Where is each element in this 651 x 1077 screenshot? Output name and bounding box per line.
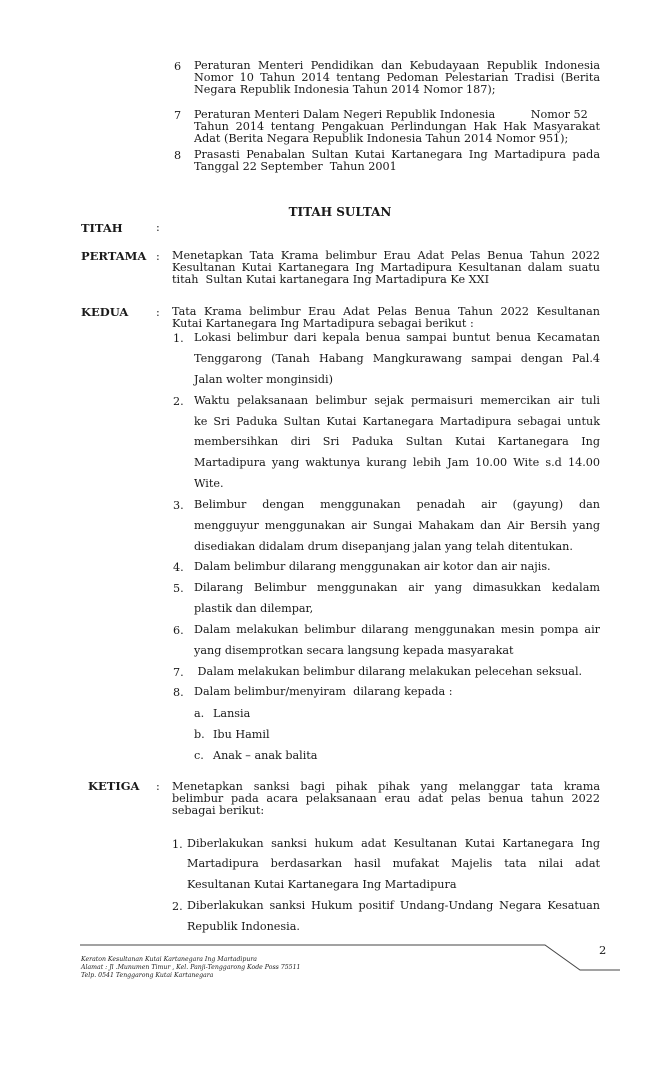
kedua-label: KEDUA: [81, 305, 129, 319]
consideration-number: 6: [174, 60, 182, 73]
ketiga-intro-line: Menetapkan sanksi bagi pihak pihak yang melanggar tata krama: [172, 780, 600, 793]
page-title: TITAH SULTAN: [288, 205, 392, 219]
list-item-line: Belimbur dengan menggunakan penadah air (gayung) dan: [194, 498, 600, 511]
list-item-line: Dalam melakukan belimbur dilarang melakukan pelecehan seksual.: [194, 665, 583, 678]
list-item-line: Republik Indonesia.: [187, 920, 300, 933]
list-item-line: Tenggarong (Tanah Habang Mangkurawang sampai dengan Pal.4: [194, 352, 600, 365]
consideration-line: Nomor 10 Tahun 2014 tentang Pedoman Pelestarian Tradisi (Berita: [194, 71, 600, 84]
sub-item-text: Lansia: [213, 707, 251, 720]
kedua-intro-line: Tata Krama belimbur Erau Adat Pelas Benua Tahun 2022 Kesultanan: [172, 305, 600, 318]
ketiga-label: KETIGA: [88, 779, 140, 793]
list-item-number: 2.: [172, 900, 183, 913]
consideration-number: 7: [174, 109, 182, 122]
list-item-line: Kesultanan Kutai Kartanegara Ing Martadipura: [187, 878, 457, 891]
pertama-line: Kesultanan Kutai Kartanegara Ing Martadipura Kesultanan dalam suatu: [172, 261, 600, 274]
list-item-line: Diberlakukan sanksi Hukum positif Undang-Undang Negara Kesatuan: [187, 899, 600, 912]
footer-phone: Telp. 0541 Tenggarong Kutai Kartanegara: [81, 972, 214, 979]
list-item-line: plastik dan dilempar,: [194, 602, 314, 615]
footer-address: Alamat : Jl .Munumen Timur , Kel. Panji-Tenggarong Kode Poss 75511: [81, 964, 301, 971]
list-item-line: Dalam melakukan belimbur dilarang menggunakan mesin pompa air: [194, 623, 600, 636]
list-item-line: Dalam belimbur/menyiram dilarang kepada :: [194, 685, 453, 698]
list-item-line: Wite.: [194, 477, 224, 490]
list-item-line: Dalam belimbur dilarang menggunakan air kotor dan air najis.: [194, 560, 551, 573]
list-item-line: Jalan wolter monginsidi): [194, 373, 333, 386]
pertama-label: PERTAMA: [81, 249, 147, 263]
ketiga-intro-line: belimbur pada acara pelaksanaan erau adat pelas benua tahun 2022: [172, 792, 600, 805]
list-item-number: 1.: [172, 838, 183, 851]
list-item-number: 3.: [173, 499, 184, 512]
page-number: 2: [599, 943, 607, 957]
titah-label: TITAH: [81, 221, 123, 235]
list-item-line: yang disemprotkan secara langsung kepada masyarakat: [194, 644, 514, 657]
sub-item-letter: a.: [194, 707, 205, 720]
list-item-line: disediakan didalam drum disepanjang jalan yang telah ditentukan.: [194, 540, 573, 553]
list-item-number: 6.: [173, 624, 184, 637]
consideration-line: Tanggal 22 September Tahun 2001: [194, 160, 397, 173]
sub-item-letter: b.: [194, 728, 205, 741]
consideration-line: Prasasti Penabalan Sultan Kutai Kartanegara Ing Martadipura pada: [194, 148, 600, 161]
ketiga-intro-line: sebagai berikut:: [172, 804, 265, 817]
list-item-number: 7.: [173, 666, 184, 679]
list-item-number: 4.: [173, 561, 184, 574]
footer-org: Keraton Kesultanan Kutai Kartanegara Ing Martadipura: [81, 956, 257, 963]
list-item-line: mengguyur menggunakan air Sungai Mahakam dan Air Bersih yang: [194, 519, 600, 532]
list-item-number: 1.: [173, 332, 184, 345]
sub-item-letter: c.: [194, 749, 204, 762]
consideration-line: Negara Republik Indonesia Tahun 2014 Nomor 187);: [194, 83, 496, 96]
list-item-line: Waktu pelaksanaan belimbur sejak permaisuri memercikan air tuli: [194, 394, 600, 407]
list-item-line: ke Sri Paduka Sultan Kutai Kartanegara Martadipura sebagai untuk: [194, 415, 600, 428]
list-item-line: Martadipura yang waktunya kurang lebih Jam 10.00 Wite s.d 14.00: [194, 456, 600, 469]
consideration-line: Peraturan Menteri Pendidikan dan Kebudayaan Republik Indonesia: [194, 59, 600, 72]
sub-item-text: Anak – anak balita: [213, 749, 318, 762]
list-item-line: Martadipura berdasarkan hasil mufakat Majelis tata nilai adat: [187, 857, 600, 870]
list-item-number: 8.: [173, 686, 184, 699]
sub-item-text: Ibu Hamil: [213, 728, 270, 741]
list-item-line: Lokasi belimbur dari kepala benua sampai buntut benua Kecamatan: [194, 331, 600, 344]
consideration-line: Adat (Berita Negara Republik Indonesia Tahun 2014 Nomor 951);: [194, 132, 569, 145]
kedua-intro-line: Kutai Kartanegara Ing Martadipura sebagai berikut :: [172, 317, 474, 330]
consideration-number: 8: [174, 149, 182, 162]
pertama-colon: :: [156, 250, 160, 263]
list-item-line: Diberlakukan sanksi hukum adat Kesultanan Kutai Kartanegara Ing: [187, 837, 600, 850]
list-item-line: Dilarang Belimbur menggunakan air yang dimasukkan kedalam: [194, 581, 600, 594]
list-item-number: 2.: [173, 395, 184, 408]
ketiga-colon: :: [156, 780, 160, 793]
pertama-line: titah Sultan Kutai kartanegara Ing Martadipura Ke XXI: [172, 273, 489, 286]
titah-colon: :: [156, 221, 160, 234]
list-item-line: membersihkan diri Sri Paduka Sultan Kutai Kartanegara Ing: [194, 435, 600, 448]
consideration-line: Peraturan Menteri Dalam Negeri Republik Indonesia Nomor 52: [194, 108, 588, 121]
kedua-colon: :: [156, 306, 160, 319]
consideration-line: Tahun 2014 tentang Pengakuan Perlindungan Hak Hak Masyarakat: [194, 120, 600, 133]
list-item-number: 5.: [173, 582, 184, 595]
pertama-line: Menetapkan Tata Krama belimbur Erau Adat Pelas Benua Tahun 2022: [172, 249, 600, 262]
